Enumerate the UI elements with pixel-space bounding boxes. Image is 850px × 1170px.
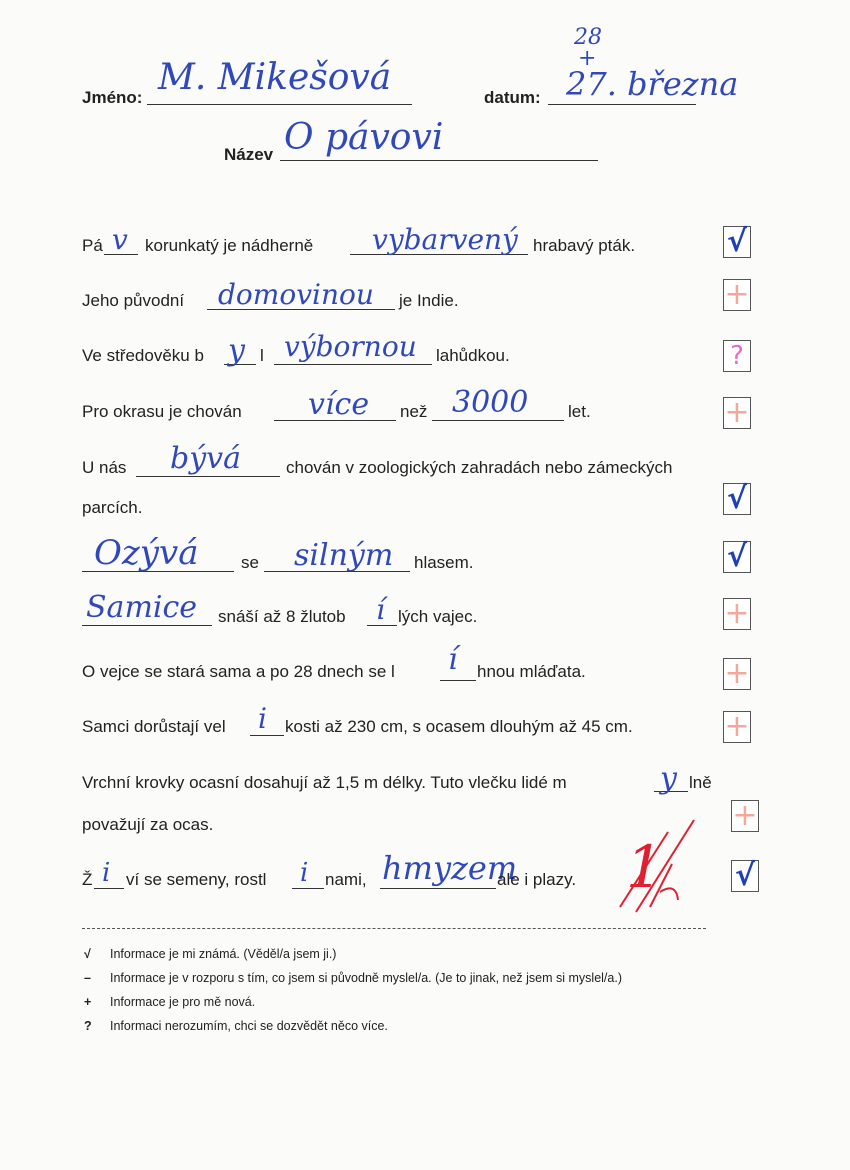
sentence-text: O vejce se stará sama a po 28 dnech se l: [82, 662, 395, 681]
date-note-plus: +: [578, 46, 597, 71]
sentence-text: parcích.: [82, 498, 143, 517]
date-label: datum:: [484, 88, 541, 107]
legend-symbol: ?: [84, 1019, 92, 1033]
handwritten-answer: i: [258, 702, 267, 735]
legend-symbol: –: [84, 971, 91, 985]
sentence-text: nami,: [325, 870, 367, 889]
assessment-box-3[interactable]: [723, 340, 751, 372]
assessment-box-11[interactable]: [731, 860, 759, 892]
blank-line: [82, 625, 212, 626]
plus-mark-icon: +: [732, 798, 758, 833]
handwritten-answer: více: [308, 387, 370, 422]
sentence-text: Vrchní krovky ocasní dosahují až 1,5 m délky. Tuto vlečku lidé m: [82, 773, 567, 792]
sentence-text: let.: [568, 402, 591, 421]
legend-symbol: +: [84, 995, 92, 1009]
assessment-box-4[interactable]: [723, 397, 751, 429]
legend-text: Informaci nerozumím, chci se dozvědět něco více.: [110, 1019, 388, 1033]
title-underline: [280, 160, 598, 161]
date-note-top: 28: [574, 25, 602, 50]
name-underline: [147, 104, 412, 105]
legend-item-known: [84, 946, 336, 962]
check-mark-icon: √: [726, 539, 747, 574]
handwritten-answer: vybarvený: [372, 223, 518, 256]
sentence-text: l: [260, 346, 264, 365]
blank-line: [432, 420, 564, 421]
sentence-text: lně: [689, 773, 712, 792]
handwritten-answer: í: [448, 642, 458, 677]
sentence-text: než: [400, 402, 428, 421]
legend-text: Informace je mi známá. (Věděl/a jsem ji.): [110, 947, 337, 961]
blank-line: [94, 888, 124, 889]
plus-mark-icon: +: [724, 395, 750, 430]
sentence-text: Ž: [82, 870, 93, 889]
handwritten-answer: y: [660, 761, 677, 796]
sentence-text: Pá: [82, 236, 103, 255]
blank-line: [274, 364, 432, 365]
title-handwritten: O pávovi: [284, 117, 444, 158]
plus-mark-icon: +: [724, 277, 750, 312]
assessment-box-1[interactable]: [723, 226, 751, 258]
sentence-text: kosti až 230 cm, s ocasem dlouhým až 45 cm.: [285, 717, 633, 736]
name-label: Jméno:: [82, 88, 143, 107]
blank-line: [250, 735, 284, 736]
handwritten-answer: Samice: [86, 590, 198, 625]
assessment-box-10[interactable]: [731, 800, 759, 832]
date-handwritten: 27. března: [566, 65, 739, 103]
sentence-text: je Indie.: [399, 291, 459, 310]
blank-line: [292, 888, 324, 889]
legend-item-conflict: [84, 970, 622, 986]
check-mark-icon: √: [726, 481, 747, 516]
handwritten-answer: silným: [294, 538, 394, 573]
sentence-text: považují za ocas.: [82, 815, 214, 834]
handwritten-answer: hmyzem: [382, 849, 518, 887]
handwritten-answer: v: [112, 223, 128, 256]
handwritten-answer: bývá: [170, 441, 241, 476]
sentence-text: hrabavý pták.: [533, 236, 636, 255]
legend-item-new: [84, 994, 255, 1010]
assessment-box-9[interactable]: [723, 711, 751, 743]
assessment-box-8[interactable]: [723, 658, 751, 690]
plus-mark-icon: +: [724, 596, 750, 631]
handwritten-answer: domovinou: [218, 278, 374, 311]
sentence-text: snáší až 8 žlutob: [218, 607, 346, 626]
sentence-text: hlasem.: [414, 553, 474, 572]
sentence-text: lých vajec.: [398, 607, 478, 626]
sentence-text: ví se semeny, rostl: [126, 870, 267, 889]
legend-item-unclear: [84, 1018, 388, 1034]
sentence-text: hnou mláďata.: [477, 662, 586, 681]
handwritten-answer: výbornou: [284, 330, 417, 363]
handwritten-answer: i: [102, 858, 111, 888]
handwritten-answer: i: [300, 858, 309, 888]
assessment-box-5[interactable]: [723, 483, 751, 515]
blank-line: [136, 476, 280, 477]
sentence-text: Jeho původní: [82, 291, 185, 310]
handwritten-answer: í: [376, 593, 385, 626]
grade-strokes: [610, 812, 700, 922]
date-underline: [548, 104, 696, 105]
plus-mark-icon: +: [724, 709, 750, 744]
blank-line: [440, 680, 476, 681]
sentence-text: chován v zoologických zahradách nebo zámeckých: [286, 458, 673, 477]
check-mark-icon: √: [726, 224, 747, 259]
sentence-text: lahůdkou.: [436, 346, 510, 365]
sentence-text: korunkatý je nádherně: [145, 236, 314, 255]
assessment-box-2[interactable]: [723, 279, 751, 311]
sentence-text: se: [241, 553, 259, 572]
handwritten-answer: Ozývá: [94, 533, 199, 573]
plus-mark-icon: +: [724, 656, 750, 691]
sentence-text: Pro okrasu je chován: [82, 402, 242, 421]
dashed-separator: [82, 928, 706, 929]
blank-line: [380, 888, 496, 889]
title-label: Název: [224, 145, 274, 164]
sentence-text: Samci dorůstají vel: [82, 717, 226, 736]
legend-text: Informace je pro mě nová.: [110, 995, 256, 1009]
check-mark-icon: √: [734, 858, 755, 893]
name-handwritten: M. Mikešová: [158, 57, 392, 98]
legend-text: Informace je v rozporu s tím, co jsem si původně myslel/a. (Je to jinak, než jsem si myslel/a.): [110, 971, 622, 985]
sentence-text: Ve středověku b: [82, 346, 204, 365]
question-mark-icon: ?: [730, 341, 744, 371]
handwritten-answer: 3000: [452, 385, 529, 420]
sentence-text: U nás: [82, 458, 127, 477]
assessment-box-6[interactable]: [723, 541, 751, 573]
legend-symbol: √: [84, 947, 91, 961]
handwritten-answer: y: [228, 333, 245, 368]
assessment-box-7[interactable]: [723, 598, 751, 630]
sentence-text: ale i plazy.: [497, 870, 577, 889]
grade-mark: 1: [626, 833, 663, 901]
